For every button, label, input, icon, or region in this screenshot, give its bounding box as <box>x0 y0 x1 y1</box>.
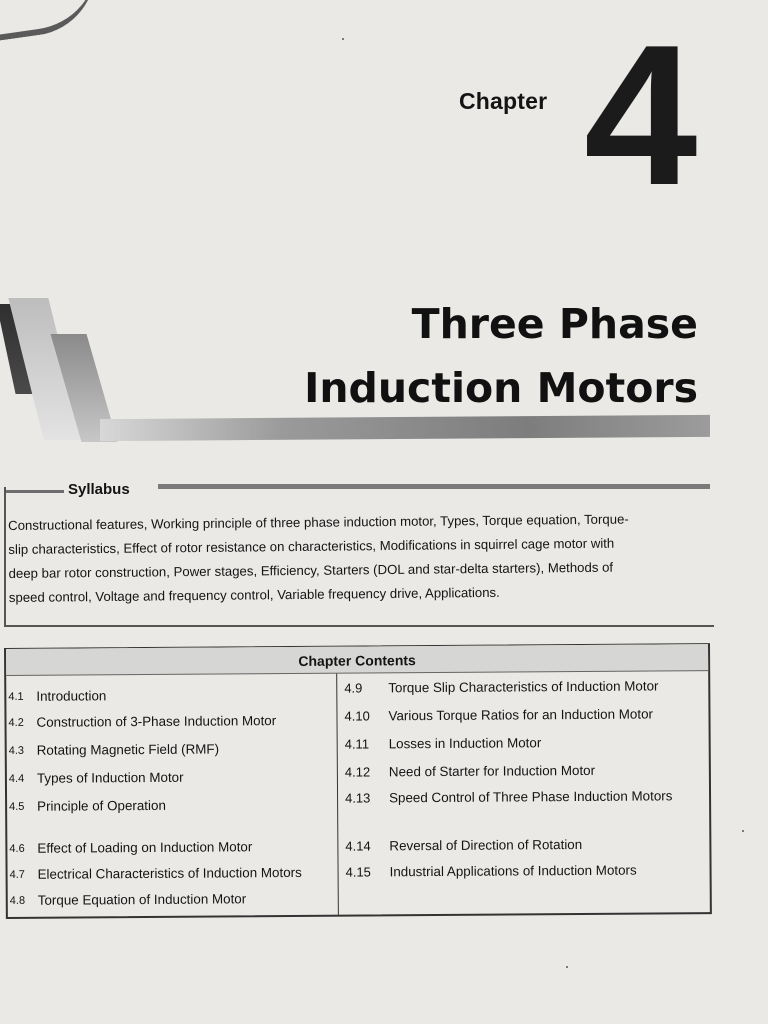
page-corner-shadow <box>0 0 104 45</box>
toc-number: 4.12 <box>344 764 371 780</box>
toc-label: Principle of Operation <box>37 797 166 814</box>
toc-number: 4.9 <box>344 680 363 696</box>
syllabus-line: speed control, Voltage and frequency control, Variable frequency drive, Applications. <box>8 584 500 605</box>
chapter-contents-table <box>4 643 712 919</box>
toc-label: Construction of 3-Phase Induction Motor <box>36 713 277 730</box>
toc-label: Various Torque Ratios for an Induction Motor <box>388 706 654 724</box>
toc-label: Need of Starter for Induction Motor <box>388 762 596 780</box>
syllabus-rule-right <box>158 484 710 489</box>
toc-label: Losses in Induction Motor <box>388 735 542 752</box>
toc-number: 4.4 <box>8 772 25 785</box>
toc-label: Reversal of Direction of Rotation <box>389 836 583 854</box>
speck <box>342 38 344 40</box>
toc-number: 4.7 <box>9 868 25 881</box>
toc-label: Effect of Loading on Induction Motor <box>37 839 253 856</box>
syllabus-line: deep bar rotor construction, Power stages, Efficiency, Starters (DOL and star-delta starters), Methods of <box>8 559 614 581</box>
speck <box>742 830 744 832</box>
toc-label: Torque Equation of Induction Motor <box>37 891 247 908</box>
speck <box>566 966 568 968</box>
toc-number: 4.15 <box>345 864 371 880</box>
chapter-title-line-1: Three Phase <box>411 300 698 348</box>
syllabus-heading: Syllabus <box>68 481 130 498</box>
chapter-contents-heading: Chapter Contents <box>6 644 708 676</box>
toc-number: 4.10 <box>344 708 370 724</box>
toc-label: Speed Control of Three Phase Induction Motors <box>389 788 673 806</box>
toc-label: Types of Induction Motor <box>36 769 184 786</box>
toc-number: 4.6 <box>9 842 25 855</box>
toc-number: 4.5 <box>9 800 25 813</box>
toc-label: Rotating Magnetic Field (RMF) <box>36 741 220 758</box>
syllabus-rule-left <box>6 490 64 493</box>
decorative-title-band <box>100 415 710 441</box>
syllabus-text <box>8 507 709 610</box>
toc-label: Industrial Applications of Induction Motors <box>389 862 637 880</box>
toc-label: Introduction <box>36 688 107 704</box>
toc-number: 4.3 <box>8 744 25 757</box>
chapter-label: Chapter <box>459 88 548 114</box>
chapter-number: 4 <box>583 4 692 227</box>
toc-label: Electrical Characteristics of Induction Motors <box>37 864 302 882</box>
toc-number: 4.8 <box>9 894 26 907</box>
toc-number: 4.13 <box>345 790 371 806</box>
toc-number: 4.1 <box>8 690 24 703</box>
syllabus-line: slip characteristics, Effect of rotor resistance on characteristics, Modifications in squirrel cage motor with <box>8 535 615 557</box>
contents-column-divider <box>336 674 339 915</box>
toc-number: 4.2 <box>8 716 24 729</box>
syllabus-line: Constructional features, Working principle of three phase induction motor, Types, Torque equation, Torque- <box>8 511 629 533</box>
toc-label: Torque Slip Characteristics of Induction Motor <box>388 678 659 696</box>
toc-number: 4.14 <box>345 838 371 854</box>
chapter-title-line-2: Induction Motors <box>304 364 698 412</box>
toc-number: 4.11 <box>344 736 370 752</box>
